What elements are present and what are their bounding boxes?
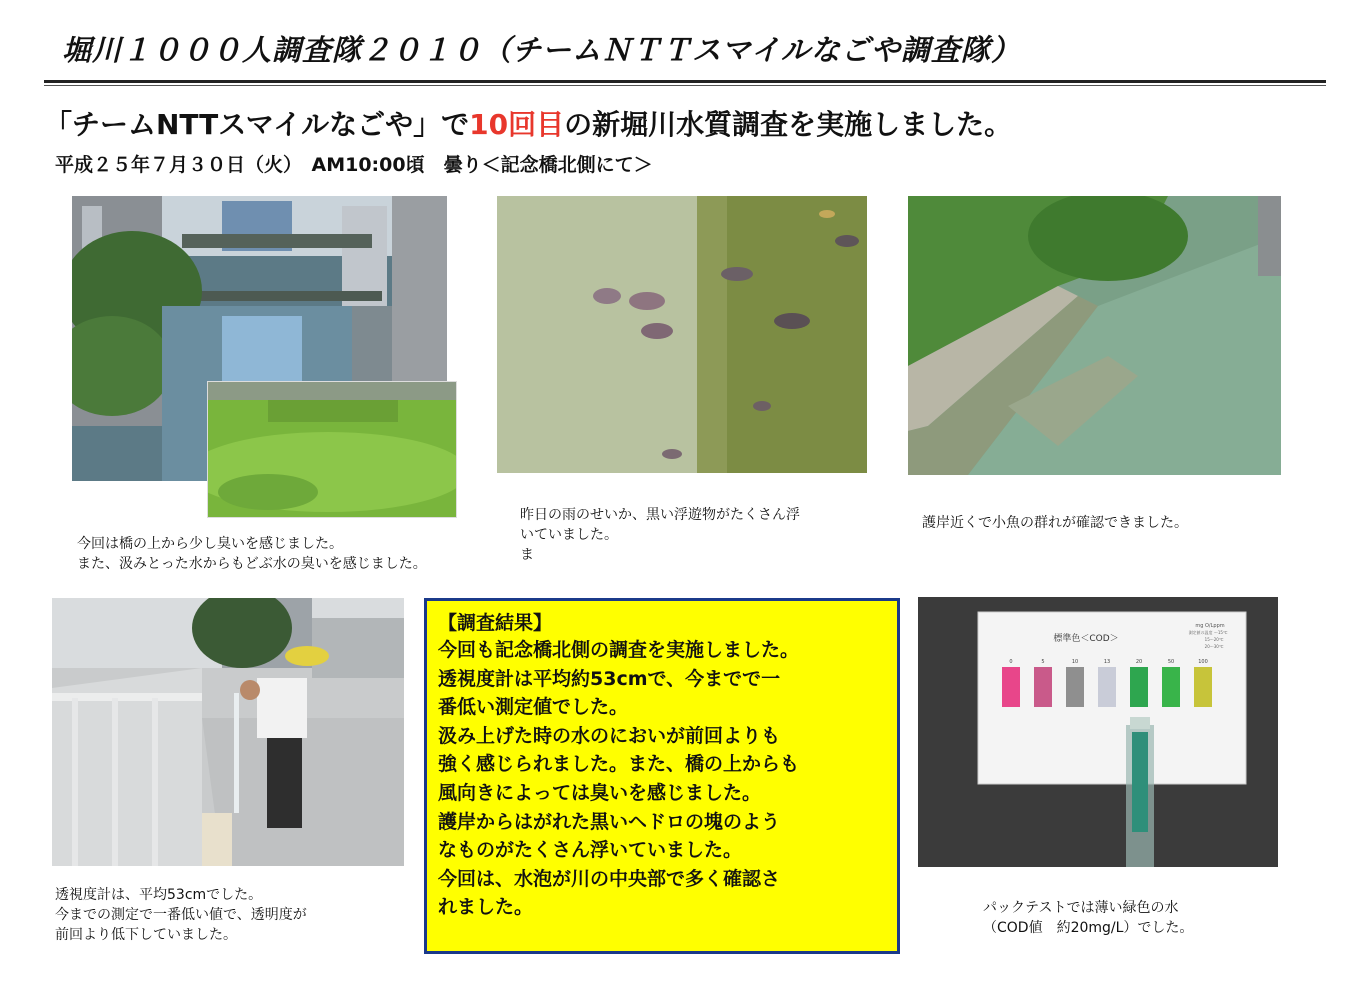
cod-scale-label: 20: [1135, 659, 1143, 665]
headline-post: の新堀川水質調査を実施しました。: [564, 108, 1013, 141]
caption-photo1: [77, 534, 427, 574]
cod-legend-line: 20～30℃: [1204, 644, 1224, 649]
cod-legend-line: 15～20℃: [1204, 637, 1224, 642]
cod-swatch: [1034, 667, 1052, 707]
cod-chart-title: 標準色＜COD＞: [1053, 634, 1119, 644]
cod-legend-line: 測定値の温度 ～15℃: [1188, 630, 1228, 635]
cod-swatch: [1162, 667, 1180, 707]
photo-transparency-measure: [52, 598, 404, 866]
cod-unit: mg O/Lppm: [1195, 623, 1225, 629]
cod-scale-label: 50: [1167, 659, 1175, 665]
photo-floating-debris: [497, 196, 867, 473]
headline: [44, 103, 1012, 143]
title-rule-thin: [44, 85, 1326, 86]
result-body: 今回も記念橋北側の調査を実施しました。 透視度計は平均約53cmで、今までで一 番低い測定値でした。 汲み上げた時の水のにおいが前回よりも 強く感じられました。また、橋の上からも 風向きによっては臭いを感じました。 護岸からはがれた黒いヘドロの塊のよう なものがたくさん浮いていました。 今回は、水泡が川の中央部で多く確認さ れました。: [438, 639, 800, 919]
caption-line: 今までの測定で一番低い値で、透明度が: [55, 907, 307, 923]
caption-line: 昨日の雨のせいか、黒い浮遊物がたくさん浮: [520, 507, 800, 523]
caption-line: （COD値 約20mg/L）でした。: [983, 920, 1194, 936]
cod-scale-label: 13: [1103, 659, 1111, 665]
cod-scale-label: 0: [1009, 659, 1013, 665]
cod-scale-label: 10: [1071, 659, 1079, 665]
survey-result-box: [424, 598, 900, 954]
caption-photo2: [520, 505, 800, 565]
cod-swatch: [1066, 667, 1084, 707]
survey-date: 平成２５年７月３０日（火） AM10:00頃 曇り＜記念橋北側にて＞: [55, 154, 653, 176]
photo-embankment-fish: [908, 196, 1281, 475]
result-title: 【調査結果】: [438, 612, 553, 634]
cod-swatch: [1098, 667, 1116, 707]
caption-line: また、汲みとった水からもどぶ水の臭いを感じました。: [77, 556, 427, 572]
caption-photo6: [983, 898, 1193, 938]
headline-pre: 「チームNTTスマイルなごや」で: [44, 108, 470, 141]
headline-count: 10回目: [469, 108, 565, 141]
cod-swatch: [1194, 667, 1212, 707]
caption-photo3: [922, 513, 1188, 533]
cod-scale-label: 100: [1198, 659, 1208, 665]
caption-photo4: [55, 885, 307, 945]
cod-swatch: [1002, 667, 1020, 707]
cod-swatch: [1130, 667, 1148, 707]
caption-line: ま: [520, 547, 534, 563]
caption-line: 護岸近くで小魚の群れが確認できました。: [922, 515, 1188, 531]
caption-line: 今回は橋の上から少し臭いを感じました。: [77, 536, 343, 552]
caption-line: パックテストでは薄い緑色の水: [983, 900, 1179, 916]
title-rule: [44, 80, 1326, 83]
cod-chart-svg: [918, 597, 1278, 867]
photo-cod-pack-test: [918, 597, 1278, 867]
caption-line: いていました。: [520, 527, 618, 543]
caption-line: 透視度計は、平均53cmでした。: [55, 887, 263, 903]
document-title: 堀川１０００人調査隊２０１０（チームＮＴＴスマイルなごや調査隊）: [62, 33, 1021, 67]
photo-green-water-inset: [207, 381, 457, 518]
cod-scale-label: 5: [1041, 659, 1045, 665]
caption-line: 前回より低下していました。: [55, 927, 237, 943]
